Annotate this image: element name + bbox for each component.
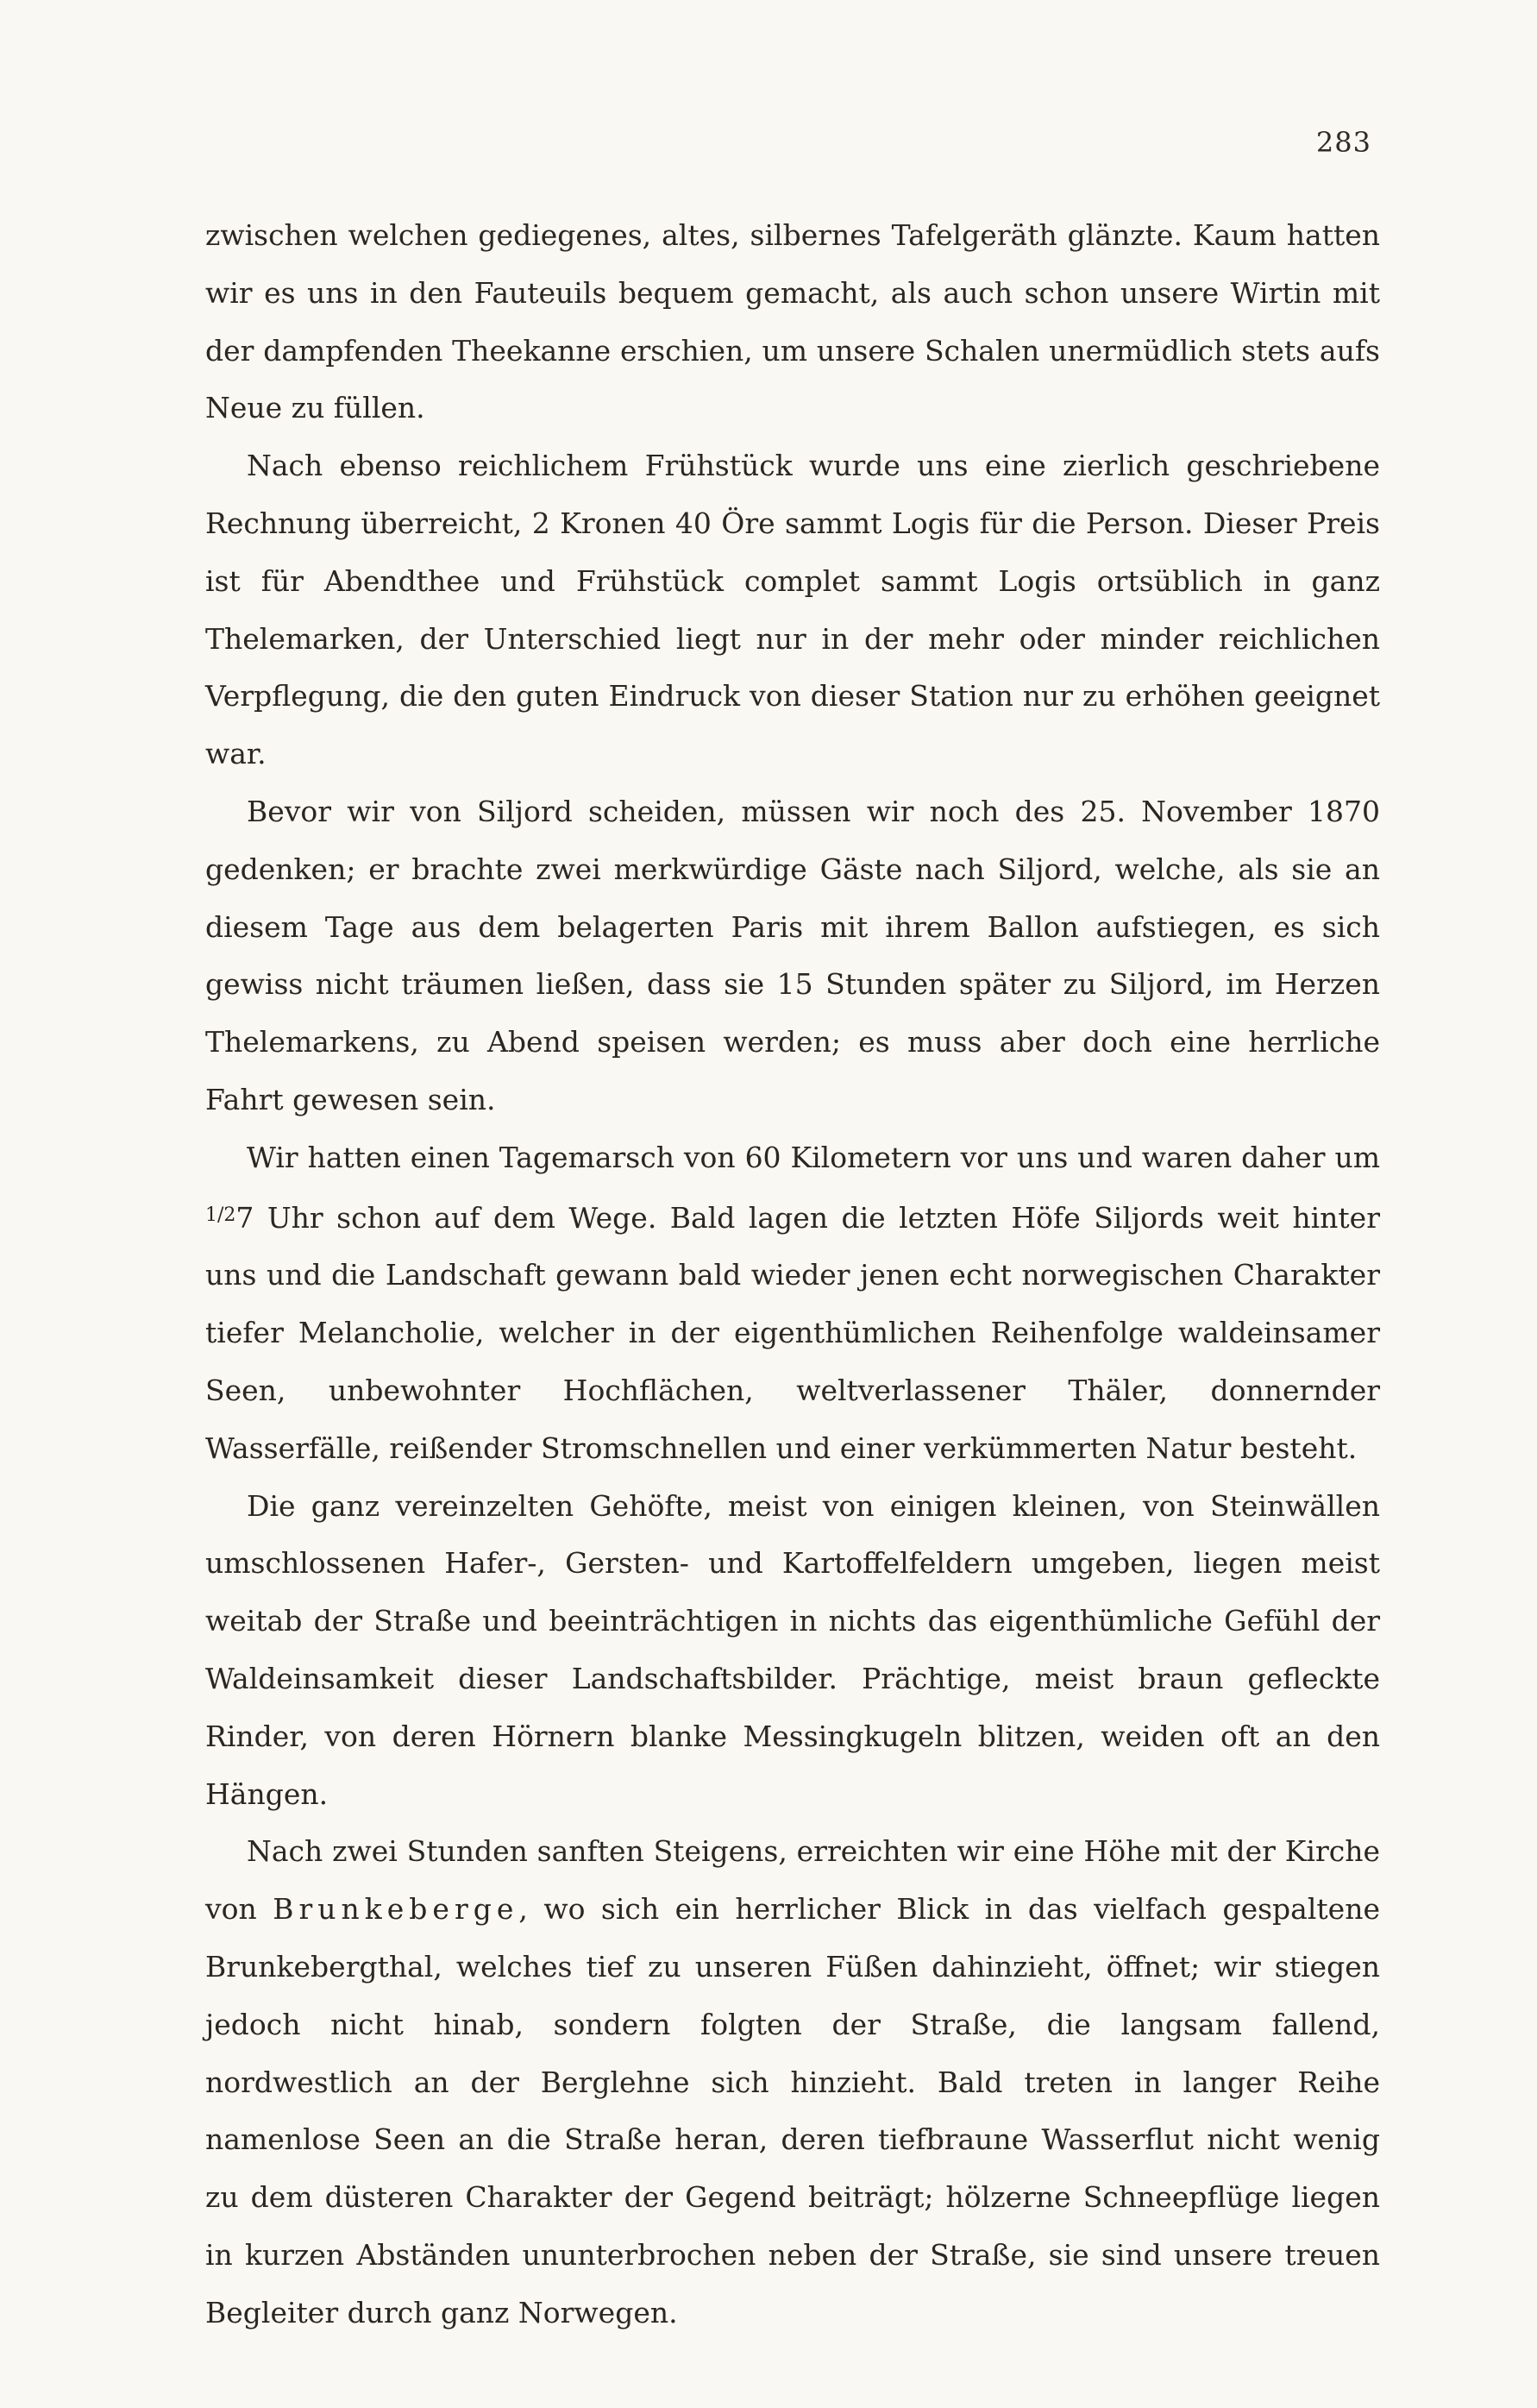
paragraph-4: [205, 1129, 1380, 1478]
paragraph-6-rest: , wo sich ein herrlicher Blick in das vielfach gespaltene Brunkebergthal, welches tief zu unseren Füßen dahinzieht, öffnet; wir stiegen jedoch nicht hinab, sondern folgten der Straße, die langsam fallend, nordwestlich an der Berglehne sich hinzieht. Bald treten in langer Reihe namenlose Seen an die Straße heran, deren tiefbraune Wasserflut nicht wenig zu dem düsteren Charakter der Gegend beiträgt; hölzerne Schneepflüge liegen in kurzen Abständen ununterbrochen neben der Straße, sie sind unsere treuen Begleiter durch ganz Norwegen.: [205, 1892, 1380, 2329]
paragraph-1: zwischen welchen gediegenes, altes, silbernes Tafelgeräth glänzte. Kaum hatten wir es uns in den Fauteuils bequem gemacht, als auch schon unsere Wirtin mit der dampfenden Theekanne erschien, um unsere Schalen unermüdlich stets aufs Neue zu füllen.: [205, 218, 1380, 425]
page-number: 283: [1315, 126, 1371, 159]
paragraph-5: Die ganz vereinzelten Gehöfte, meist von einigen kleinen, von Steinwällen umschlossenen Hafer-, Gersten- und Kartoffelfeldern umgeben, liegen meist weitab der Straße und beeinträchtigen in nichts das eigenthümliche Gefühl der Waldeinsamkeit dieser Landschaftsbilder. Prächtige, meist braun gefleckte Rinder, von deren Hörnern blanke Messingkugeln blitzen, weiden oft an den Hängen.: [205, 1488, 1380, 1811]
paragraph-4-lead: Wir hatten einen Tagemarsch von 60 Kilometern vor uns und waren daher um: [247, 1140, 1380, 1174]
paragraph-3: Bevor wir von Siljord scheiden, müssen wir noch des 25. November 1870 gedenken; er brachte zwei merkwürdige Gäste nach Siljord, welche, als sie an diesem Tage aus dem belagerten Paris mit ihrem Ballon aufstiegen, es sich gewiss nicht träumen ließen, dass sie 15 Stunden später zu Siljord, im Herzen Thelemarkens, zu Abend speisen werden; es muss aber doch eine herrliche Fahrt gewesen sein.: [205, 794, 1380, 1116]
paragraph-2: Nach ebenso reichlichem Frühstück wurde uns eine zierlich geschriebene Rechnung überreicht, 2 Kronen 40 Öre sammt Logis für die Person. Dieser Preis ist für Abendthee und Frühstück complet sammt Logis ortsüblich in ganz Thelemarken, der Unterschied liegt nur in der mehr oder minder reichlichen Verpflegung, die den guten Eindruck von dieser Station nur zu erhöhen geeignet war.: [205, 449, 1380, 771]
paragraph-4-rest: 7 Uhr schon auf dem Wege. Bald lagen die letzten Höfe Siljords weit hinter uns und die Landschaft gewann bald wieder jenen echt norwegischen Charakter tiefer Melancholie, welcher in der eigenthümlichen Reihenfolge waldeinsamer Seen, unbewohnter Hochflächen, weltverlassener Thäler, donnernder Wasserfälle, reißender Stromschnellen und einer verkümmerten Natur besteht.: [205, 1200, 1380, 1465]
paragraph-6-lead: Nach zwei Stunden sanften Steigens, erreichten wir eine Höhe mit der Kirche von: [205, 1834, 1380, 1927]
time-fraction: 1/2: [205, 1204, 236, 1226]
body-text: [205, 207, 1380, 2342]
paragraph-6: [205, 1823, 1380, 2342]
place-name-brunkeberge: Brunkeberge: [273, 1892, 519, 1927]
